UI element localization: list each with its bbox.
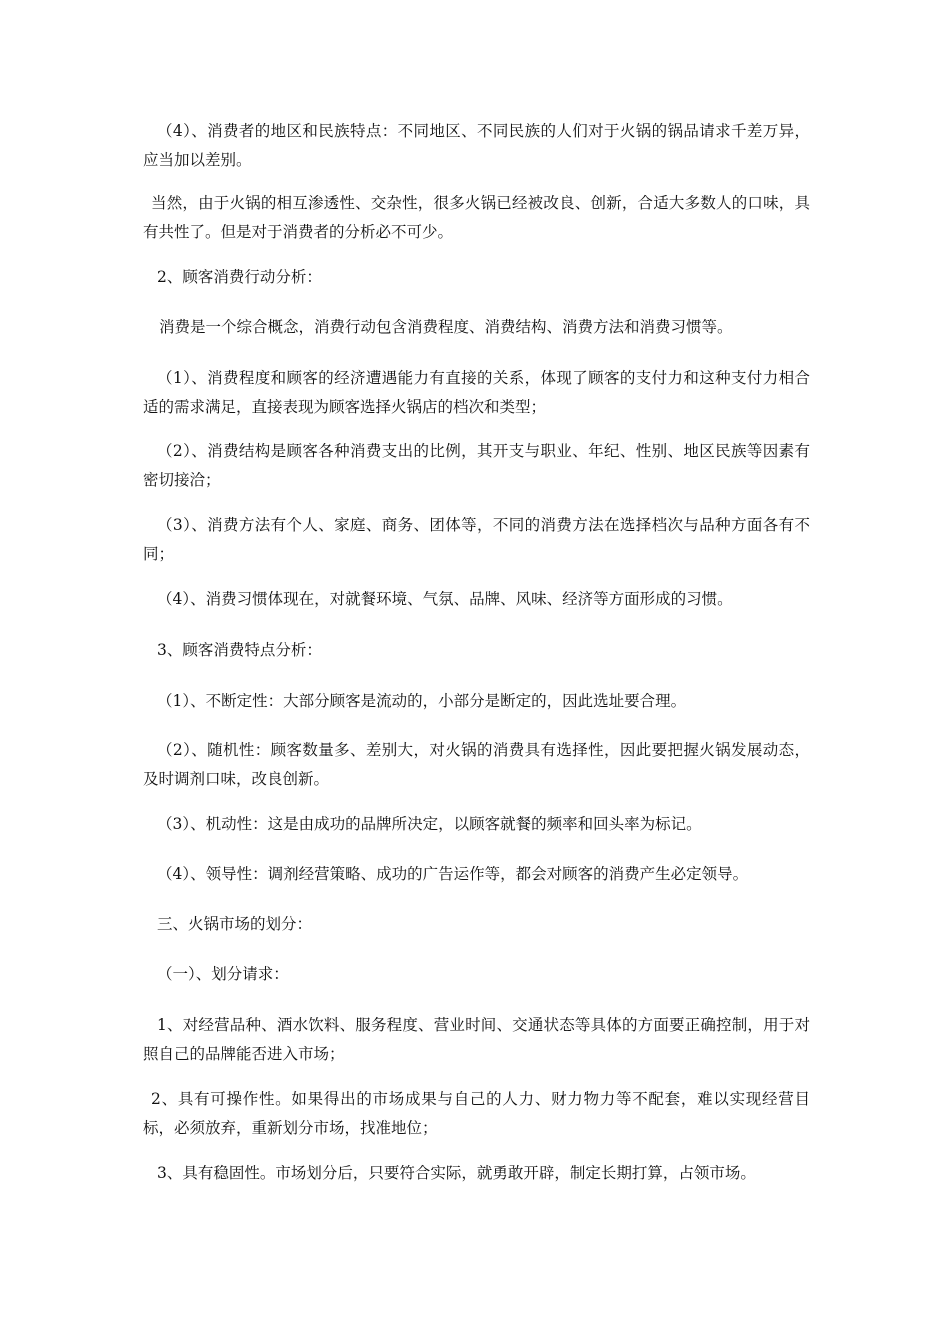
- paragraph-requirement-3: 3、具有稳固性。市场划分后，只要符合实际，就勇敢开辟，制定长期打算，占领市场。: [157, 1164, 756, 1182]
- paragraph-consumption-level: （1）、消费程度和顾客的经济遭遇能力有直接的关系，体现了顾客的支付力和这种支付力相合适的需求满足，直接表现为顾客选择火锅店的档次和类型；: [143, 369, 810, 416]
- paragraph-consumption-structure: （2）、消费结构是顾客各种消费支出的比例，其开支与职业、年纪、性别、地区民族等因素有密切接洽；: [143, 442, 810, 489]
- heading-consumer-behavior: 2、顾客消费行动分析：: [157, 268, 322, 286]
- paragraph-guidance: （4）、领导性：调剂经营策略、成功的广告运作等，都会对顾客的消费产生必定领导。: [157, 865, 749, 883]
- paragraph-commonality: 当然，由于火锅的相互渗透性、交杂性，很多火锅已经被改良、创新，合适大多数人的口味，具有共性了。但是对于消费者的分析必不可少。: [143, 194, 810, 241]
- paragraph-randomness: （2）、随机性：顾客数量多、差别大，对火锅的消费具有选择性，因此要把握火锅发展动态，及时调剂口味，改良创新。: [143, 741, 810, 788]
- paragraph-consumption-concept: 消费是一个综合概念，消费行动包含消费程度、消费结构、消费方法和消费习惯等。: [159, 318, 733, 336]
- paragraph-regional-ethnic: （4）、消费者的地区和民族特点：不同地区、不同民族的人们对于火锅的锅品请求千差万异，应当加以差别。: [143, 122, 810, 169]
- paragraph-consumption-method: （3）、消费方法有个人、家庭、商务、团体等，不同的消费方法在选择档次与品种方面各有不同；: [143, 516, 810, 563]
- heading-segmentation-requirements: （一）、划分请求：: [157, 965, 289, 983]
- paragraph-requirement-2: 2、具有可操作性。如果得出的市场成果与自己的人力、财力物力等不配套，难以实现经营目标，必须放弃，重新划分市场，找准地位；: [143, 1090, 810, 1137]
- paragraph-uncertainty: （1）、不断定性：大部分顾客是流动的，小部分是断定的，因此选址要合理。: [157, 692, 687, 710]
- paragraph-consumption-habit: （4）、消费习惯体现在，对就餐环境、气氛、品牌、风味、经济等方面形成的习惯。: [157, 590, 733, 608]
- paragraph-mobility: （3）、机动性：这是由成功的品牌所决定，以顾客就餐的频率和回头率为标记。: [157, 815, 702, 833]
- heading-consumer-features: 3、顾客消费特点分析：: [157, 641, 322, 659]
- paragraph-requirement-1: 1、对经营品种、酒水饮料、服务程度、营业时间、交通状态等具体的方面要正确控制，用于对照自己的品牌能否进入市场；: [143, 1016, 810, 1063]
- heading-market-segmentation: 三、火锅市场的划分：: [157, 915, 313, 933]
